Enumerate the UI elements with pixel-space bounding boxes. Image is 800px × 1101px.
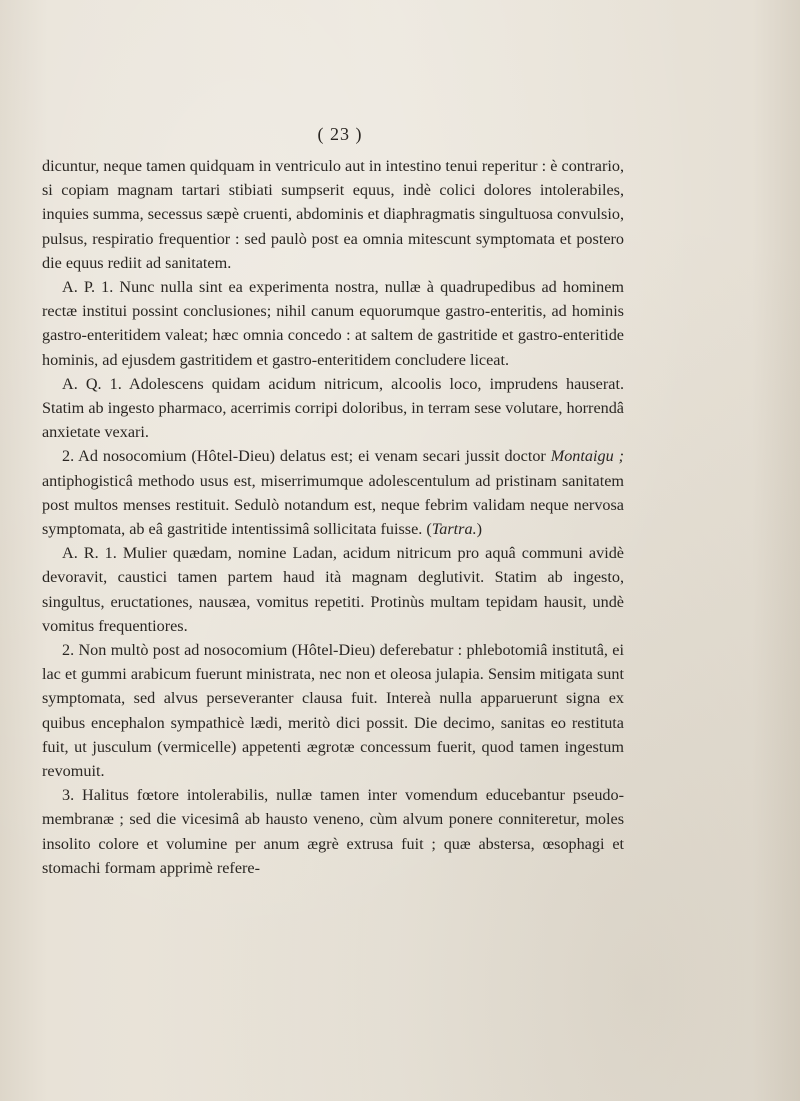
paragraph-text: A. R. 1. Mulier quædam, nomine Ladan, acidum nitricum pro aquâ communi avidè devoravit, caustici tamen partem haud ità magnam deglutivit. Statim ab ingesto, singultus, eructationes, nausæa, vomitus repetiti. Protinùs multam tepidam hausit, undè vomitus frequentiores. bbox=[42, 544, 624, 635]
paragraph-text: 2. Ad nosocomium (Hôtel-Dieu) delatus est; ei venam secari jussit doctor bbox=[62, 447, 551, 466]
paragraph-text: antiphogisticâ methodo usus est, miserrimumque adolescentulum ad pristinam sanitatem post multos menses restituit. Sedulò notandum est, neque febrim validam neque nervosa symptomata, ab eâ gastritide intentissimâ sollicitata fuisse. ( bbox=[42, 471, 624, 539]
paragraph bbox=[42, 372, 624, 445]
paragraph bbox=[42, 444, 624, 541]
italic-text: Tartra. bbox=[431, 520, 477, 539]
paragraph-text: A. P. 1. Nunc nulla sint ea experimenta nostra, nullæ à quadrupedibus ad hominem rectæ institui possint conclusiones; nihil canum equorumque gastro-enteritis, ad hominis gastro-enteritidem valeat; hæc omnia concedo : at saltem de gastritide et gastro-enteritide hominis, ad ejusdem gastritidem et gastro-enteritidem concludere liceat. bbox=[42, 278, 624, 369]
paragraph-text: A. Q. 1. Adolescens quidam acidum nitricum, alcoolis loco, imprudens hauserat. Statim ab ingesto pharmaco, acerrimis corripi doloribus, in terram sese volutare, horrendâ anxietate vexari. bbox=[42, 374, 624, 442]
paragraph bbox=[42, 638, 624, 783]
italic-text: Montaigu ; bbox=[550, 447, 624, 466]
body-text bbox=[42, 154, 624, 880]
paragraph-text: 2. Non multò post ad nosocomium (Hôtel-Dieu) deferebatur : phlebotomiâ institutâ, ei lac et gummi arabicum fuerunt ministrata, nec non et oleosa julapia. Sensim mitigata sunt symptomata, sed alvus perseveranter clausa fuit. Intereà nulla apparuerunt signa ex quibus encephalon sympathicè lædi, meritò dici possit. Die decimo, sanitas eo restituta fuit, ut jusculum (vermicelle) appetenti ægrotæ concessum fuerit, quod tamen ingestum revomuit. bbox=[42, 641, 624, 781]
paragraph-text: 3. Halitus fœtore intolerabilis, nullæ tamen inter vomendum educebantur pseudo-membranæ ; sed die vicesimâ ab hausto veneno, cùm alvum ponere conniteretur, moles insolito colore et volumine per anum ægrè extrusa fuit ; quæ abstersa, œsophagi et stomachi formam apprimè refere- bbox=[42, 786, 624, 877]
paragraph bbox=[42, 275, 624, 372]
paragraph-text: ) bbox=[476, 520, 483, 539]
paragraph bbox=[42, 783, 624, 880]
paragraph bbox=[42, 154, 624, 275]
paragraph bbox=[42, 541, 624, 638]
paragraph-text: dicuntur, neque tamen quidquam in ventriculo aut in intestino tenui reperitur : è contrario, si copiam magnam tartari stibiati sumpserit equus, indè colici dolores intolerabiles, inquies summa, secessus sæpè cruenti, abdominis et diaphragmatis singultuosa convulsio, pulsus, respiratio frequentior : sed paulò post ea omnia mitescunt symptomata et postero die equus rediit ad sanitatem. bbox=[42, 157, 624, 272]
page-number: ( 23 ) bbox=[317, 124, 363, 144]
